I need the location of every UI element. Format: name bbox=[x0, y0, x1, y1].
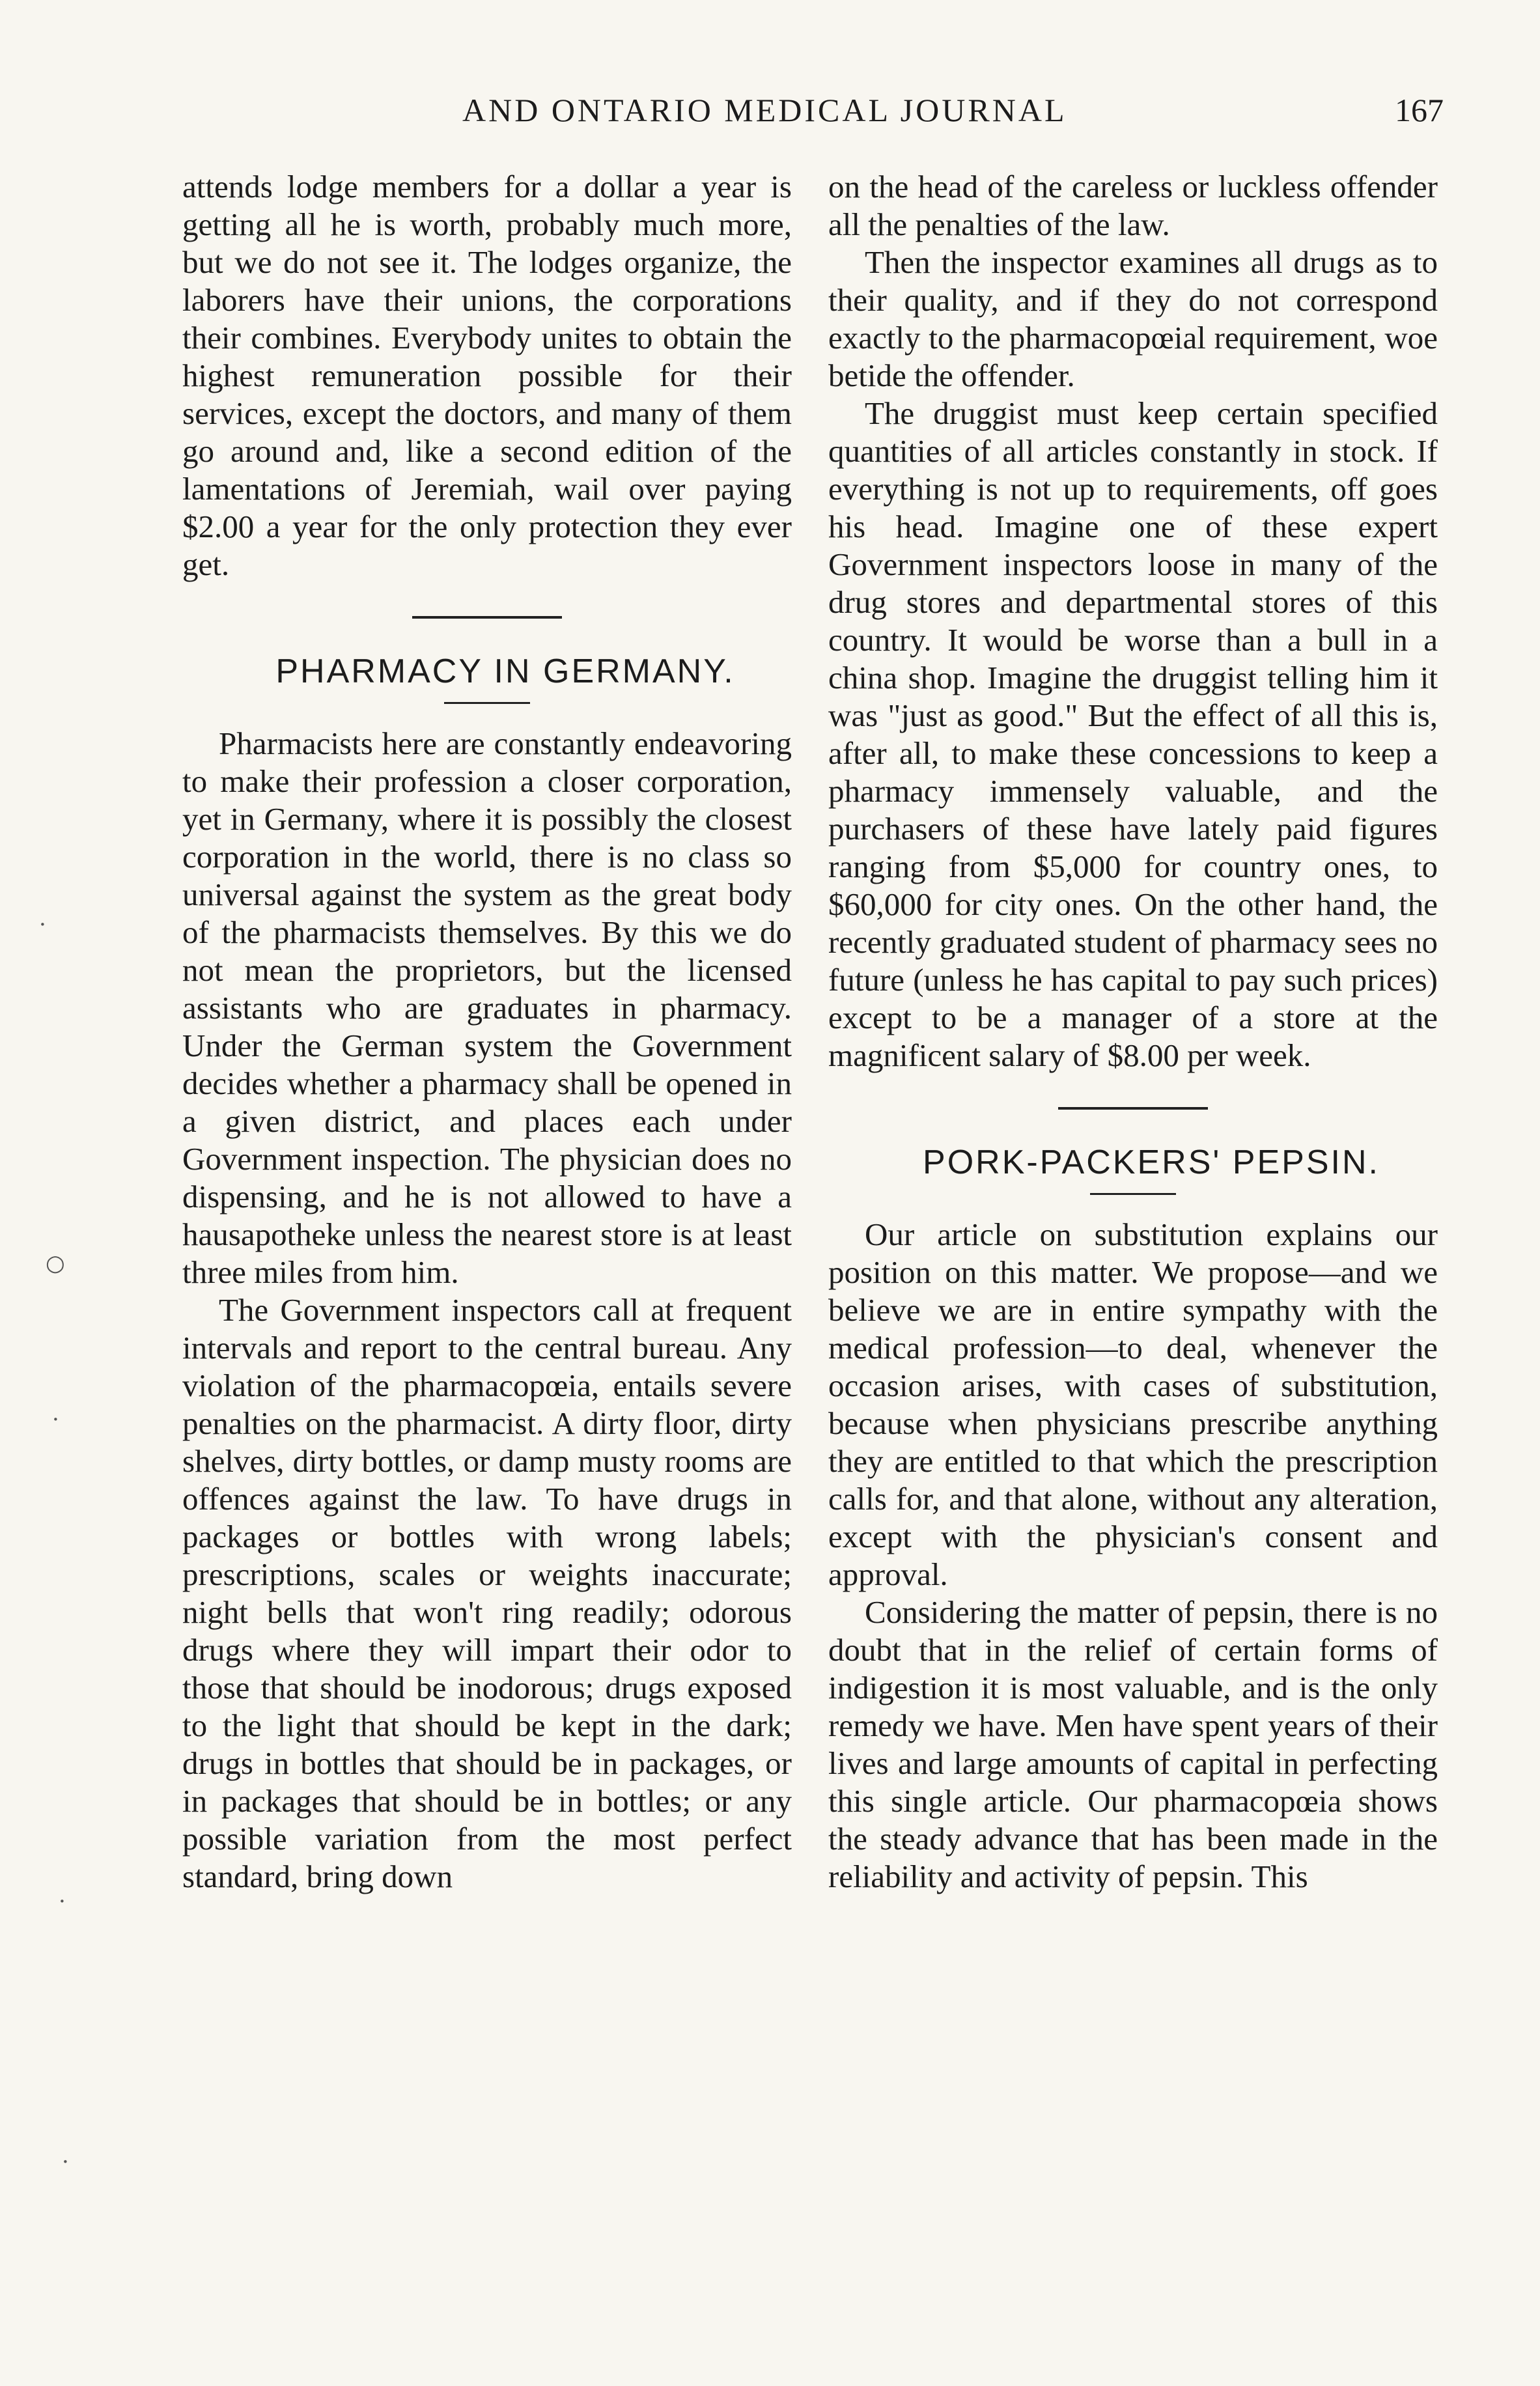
section-divider bbox=[412, 616, 562, 619]
paragraph: Pharmacists here are constantly endeavoring to make their profession a closer corporation, yet in Germany, where it is possibly the closest corporation in the world, there is no class so universal against the system as the great body of the pharmacists themselves. By this we do not mean the proprietors, but the licensed assistants who are graduates in pharmacy. Under the German system the Government decides whether a pharmacy shall be opened in a given district, and places each under Government inspection. The physician does no dispensing, and he is not allowed to have a hausapotheke unless the nearest store is at least three miles from him. bbox=[182, 725, 792, 1290]
right-column bbox=[828, 168, 1438, 1896]
heading-underline bbox=[1090, 1193, 1176, 1195]
paragraph: Considering the matter of pepsin, there is no doubt that in the relief of certain forms of indigestion it is most valuable, and is the only remedy we have. Men have spent years of their lives and large amounts of capital in perfecting this single article. Our pharmacopœia shows the steady advance that has been made in the reliability and activity of pepsin. This bbox=[828, 1594, 1438, 1894]
paragraph: on the head of the careless or luckless offender all the penalties of the law. bbox=[828, 169, 1438, 242]
running-head: AND ONTARIO MEDICAL JOURNAL bbox=[462, 92, 1067, 128]
paragraph: The druggist must keep certain specified quantities of all articles constantly in stock. If everything is not up to requirements, off goes his head. Imagine one of these expert Government inspectors loose in many of the drug stores and departmental stores of this country. It would be worse than a bull in a china shop. Imagine the druggist telling him it was "just as good." But the effect of all this is, after all, to make these concessions to keep a pharmacy immensely valuable, and the purchasers of these have lately paid figures ranging from $5,000 for country ones, to $60,000 for city ones. On the other hand, the recently graduated student of pharmacy sees no future (unless he has capital to pay such prices) except to be a manager of a store at the magnificent salary of $8.00 per week. bbox=[828, 395, 1438, 1073]
section-heading: PHARMACY IN GERMANY. bbox=[275, 653, 735, 690]
paragraph: The Government inspectors call at frequent intervals and report to the central bureau. Any violation of the pharmacopœia, entails severe penalties on the pharmacist. A dirty floor, dirty shelves, dirty bottles, or damp musty rooms are offences against the law. To have drugs in packages or bottles with wrong labels; prescriptions, scales or weights inaccurate; night bells that won't ring readily; odorous drugs where they will impart their odor to those that should be inodorous; drugs exposed to the light that should be kept in the dark; drugs in bottles that should be in packages, or in packages that should be in bottles; or any possible variation from the most perfect standard, bring down bbox=[182, 1292, 792, 1894]
margin-speck: · bbox=[62, 2149, 69, 2175]
margin-speck: · bbox=[59, 1888, 66, 1915]
paragraph: attends lodge members for a dollar a year is getting all he is worth, probably much more, but we do not see it. The lodges organize, the laborers have their unions, the corporations their combines. Everybody unites to obtain the highest remuneration possible for their services, except the doctors, and many of them go around and, like a second edition of the lamentations of Jeremiah, wail over paying $2.00 a year for the only protection they ever get. bbox=[182, 169, 792, 582]
margin-speck: · bbox=[52, 1407, 59, 1433]
scan-margin-marks bbox=[26, 912, 78, 2344]
left-column bbox=[182, 168, 792, 1896]
heading-underline bbox=[444, 702, 530, 704]
page-header bbox=[0, 91, 1540, 137]
section-divider bbox=[1058, 1107, 1208, 1110]
margin-speck: · bbox=[39, 912, 46, 938]
paragraph: Then the inspector examines all drugs as to their quality, and if they do not correspond exactly to the pharmacopœial requirement, woe betide the offender. bbox=[828, 244, 1438, 393]
margin-speck: ○ bbox=[46, 1250, 65, 1276]
section-heading: PORK-PACKERS' PEPSIN. bbox=[923, 1144, 1380, 1181]
page-number: 167 bbox=[1395, 92, 1444, 128]
paragraph: Our article on substitution explains our position on this matter. We propose—and we believe we are in entire sympathy with the medical profession—to deal, whenever the occasion arises, with cases of substitution, because when physicians prescribe anything they are entitled to that which the prescription calls for, and that alone, without any alteration, except with the physician's consent and approval. bbox=[828, 1216, 1438, 1592]
